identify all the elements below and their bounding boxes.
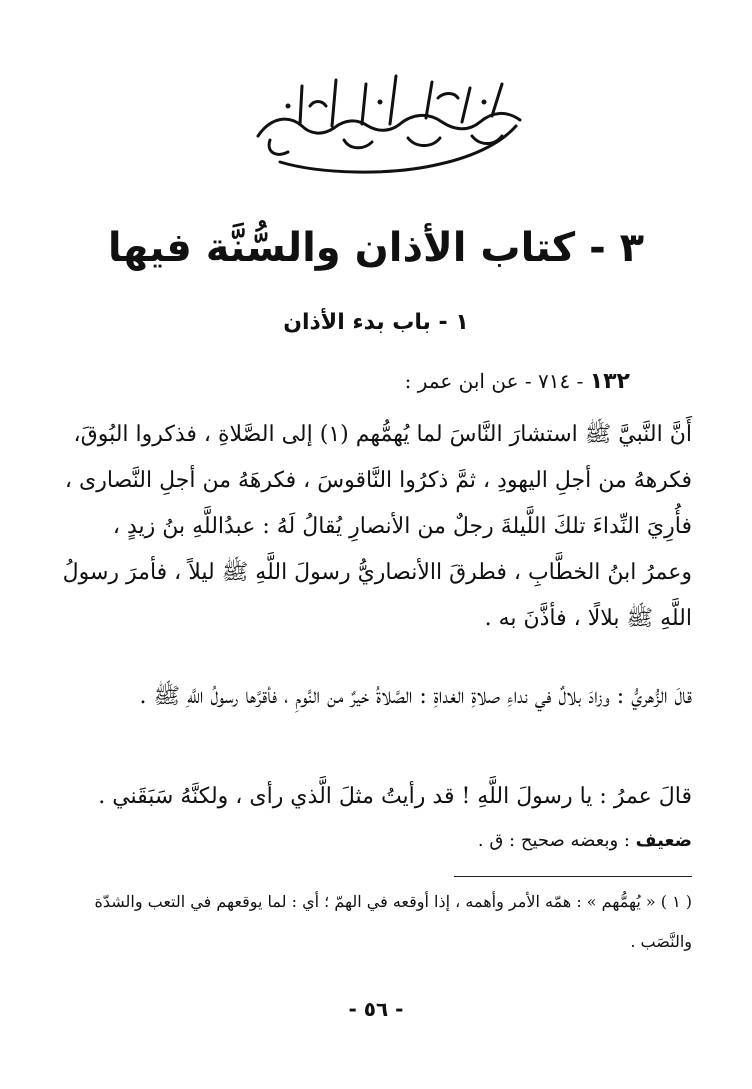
grading-detail: : وبعضه صحيح : ق .: [477, 830, 636, 851]
hadith-paragraph: قالَ الزُّهريُّ : وزادَ بلالٌ في نداءِ صلاةِ الغداةِ : الصَّلاةُ خيرٌ من النَّومِ ، فأقرَّها رسولُ اللَّهِ ﷺ .: [139, 684, 692, 709]
section-title: ١ - باب بدء الأذان: [283, 310, 469, 335]
hadith-paragraph: قالَ عمرُ : يا رسولَ اللَّهِ ! قد رأيتُ مثلَ الَّذي رأى ، ولكنَّهُ سَبَقَني .: [98, 784, 692, 809]
hadith-paragraph: أَنَّ النَّبيَّ ﷺ استشارَ النَّاسَ لما يُهمُّهم (١) إلى الصَّلاةِ ، فذكروا البُوقَ، فكرههُ من أجلِ اليهودِ ، ثمَّ ذكرُوا النَّاقوسَ ، فكرهَهُ من أجلِ النَّصارى ، فأُرِيَ النِّداءَ تلكَ اللَّيلةَ رجلٌ من الأنصارِ يُقالُ لَهُ : عبدُاللَّهِ بنُ زيدٍ ، وعمرُ ابنُ الخطَّابِ ، فطرقَ االأنصاريُّ رسولَ اللَّهِ ﷺ ليلاً ، فأمرَ رسولُ اللَّهِ ﷺ بلالًا ، فأذَّنَ به .: [62, 422, 692, 631]
footnote-divider: [454, 876, 692, 877]
basmala-calligraphy: [240, 66, 540, 176]
basmala-calligraphy-icon: [240, 66, 540, 176]
hadith-chain: - ٧١٤ - عن ابن عمر :: [404, 369, 590, 393]
footnote: ( ١ ) « يُهمُّهم » : همّه الأمر وأهمه ، إذا أوقعه في الهمّ ؛ أي : لما يوقعهم في التعب والشدّة والنَّصَب .: [94, 892, 692, 951]
hadith-grading: [60, 826, 692, 856]
hadith-reference: [210, 366, 630, 397]
hadith-number: ١٣٢: [589, 369, 630, 394]
page-number: - ٥٦ -: [348, 997, 404, 1021]
grading-label: ضعيف: [635, 830, 692, 851]
chapter-title: ٣ - كتاب الأذان والسُّنَّة فيها: [107, 225, 645, 271]
